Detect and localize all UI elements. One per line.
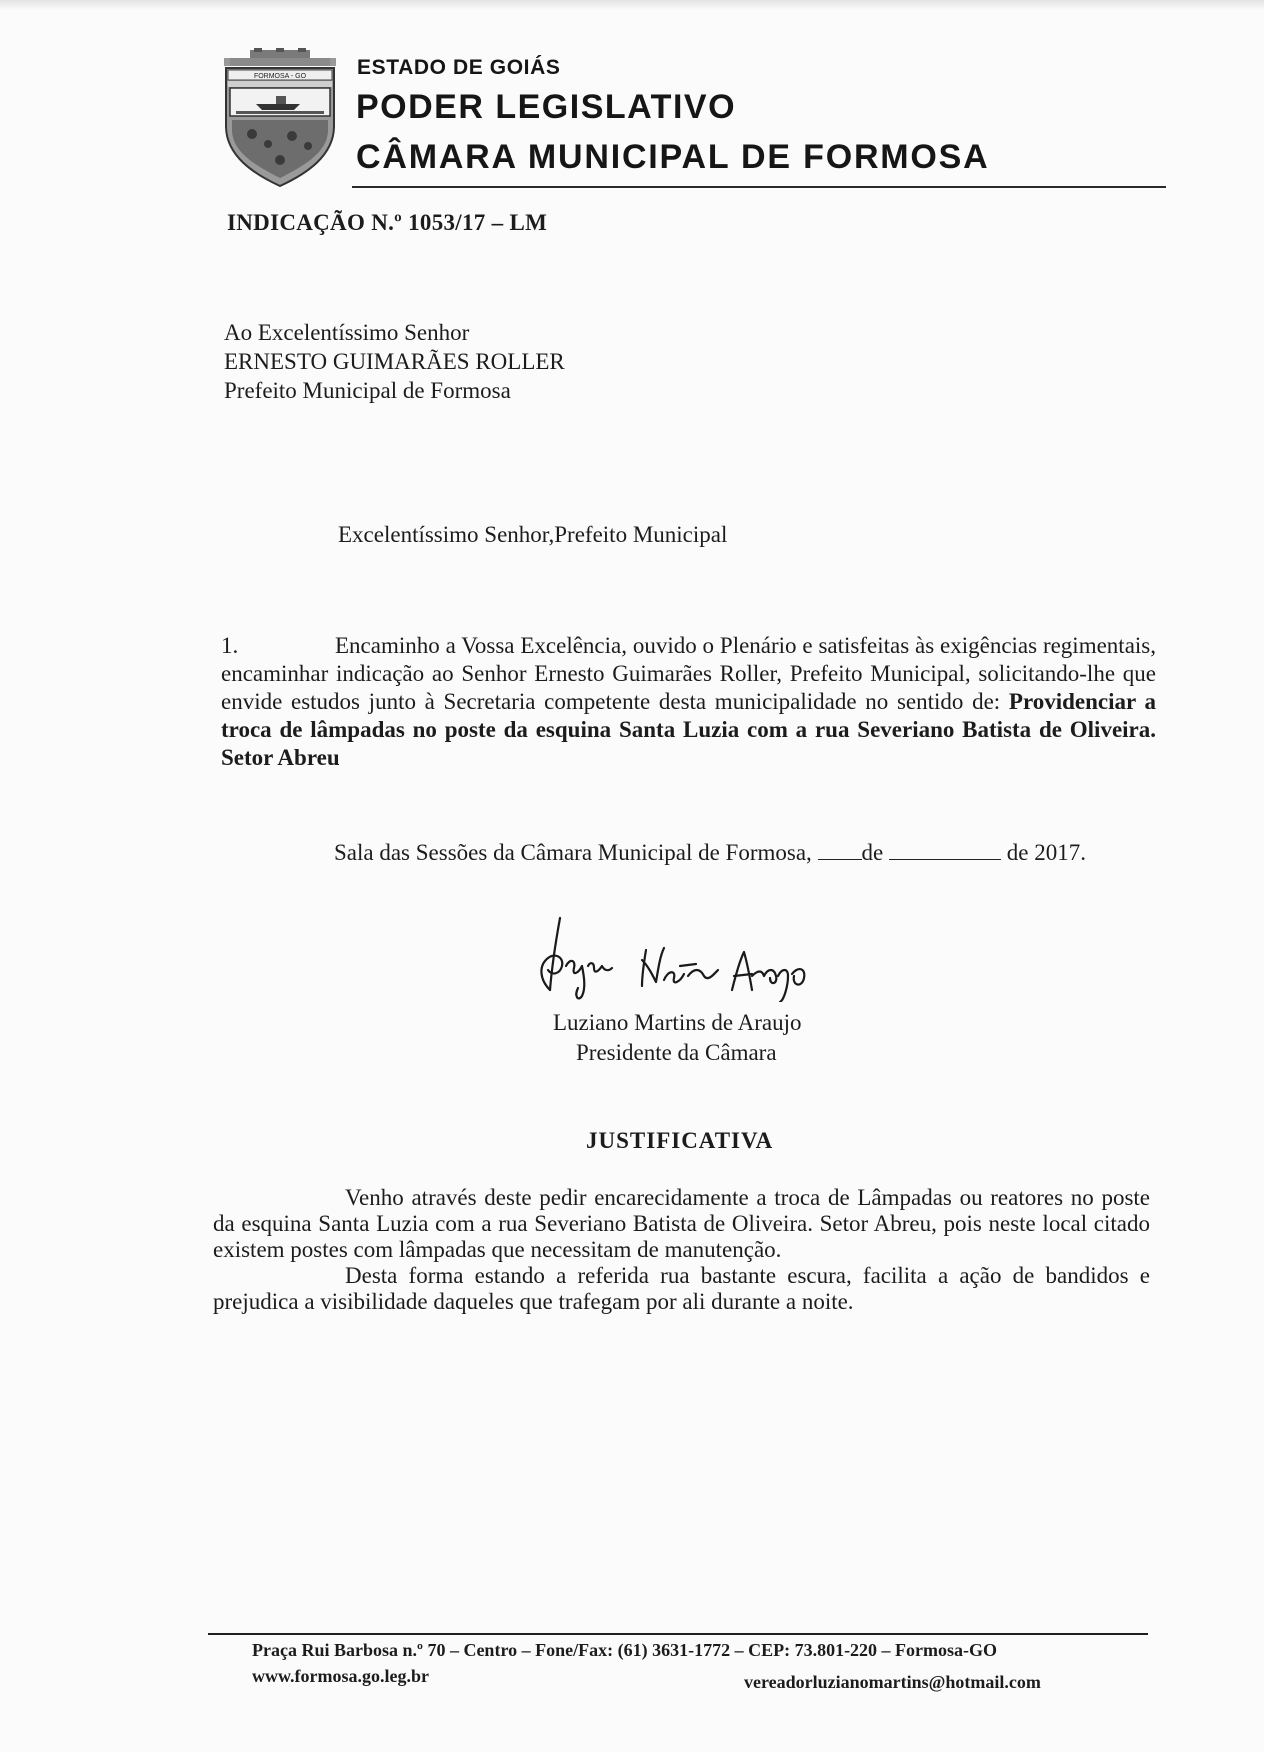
footer-email: vereadorluzianomartins@hotmail.com (744, 1672, 1041, 1692)
addressee-title: Prefeito Municipal de Formosa (224, 378, 511, 403)
signer-role: Presidente da Câmara (576, 1040, 777, 1065)
header-divider (352, 186, 1166, 188)
footer-address: Praça Rui Barbosa n.º 70 – Centro – Fone/Fax: (61) 3631-1772 – CEP: 73.801-220 – Formosa-GO (252, 1640, 998, 1660)
header-chamber: CÂMARA MUNICIPAL DE FORMOSA (356, 138, 990, 176)
signer-name: Luziano Martins de Araujo (553, 1010, 802, 1035)
header-state: ESTADO DE GOIÁS (357, 56, 561, 79)
municipal-crest-icon (222, 48, 338, 188)
justification-paragraph-2: Desta forma estando a referida rua bastante escura, facilita a ação de bandidos e prejudica a visibilidade daqueles que trafegam por ali durante a noite. (213, 1263, 1150, 1314)
paragraph-text: Encaminho a Vossa Excelência, ouvido o Plenário e satisfeitas às exigências regimentais, encaminhar indicação ao Senhor Ernesto Guimarães Roller, Prefeito Municipal, solicitando-lhe que envide estudos junto à Secretaria competente desta municipalidade no sentido de: (221, 633, 1156, 714)
addressee-block (224, 318, 565, 405)
place-date (334, 840, 1086, 866)
justification-paragraph-1: Venho através deste pedir encarecidamente a troca de Lâmpadas ou reatores no poste da esquina Santa Luzia com a rua Severiano Batista de Oliveira. Setor Abreu, pois neste local citado existem postes com lâmpadas que necessitam de manutenção. (213, 1185, 1150, 1262)
place-date-year: de 2017. (1006, 840, 1086, 865)
footer-divider (208, 1633, 1148, 1635)
place-date-de: de (861, 840, 884, 865)
day-blank (818, 841, 862, 860)
justification-title: JUSTIFICATIVA (586, 1128, 774, 1153)
salutation: Excelentíssimo Senhor,Prefeito Municipal (338, 522, 728, 547)
place-date-prefix: Sala das Sessões da Câmara Municipal de Formosa, (334, 840, 812, 865)
paragraph-number: 1. (221, 633, 239, 658)
handwritten-signature (530, 910, 830, 1002)
justification-body (213, 1185, 1150, 1315)
paragraph-request: Providenciar a troca de lâmpadas no poste da esquina Santa Luzia com a rua Severiano Batista de Oliveira. Setor Abreu (221, 689, 1156, 770)
addressee-name: ERNESTO GUIMARÃES ROLLER (224, 349, 565, 374)
indication-paragraph (221, 632, 1156, 772)
document-number: INDICAÇÃO N.º 1053/17 – LM (227, 210, 548, 235)
month-blank (889, 841, 1001, 860)
footer-website: www.formosa.go.leg.br (252, 1666, 429, 1686)
addressee-line1: Ao Excelentíssimo Senhor (224, 320, 470, 345)
scan-edge (0, 0, 1264, 10)
header-power: PODER LEGISLATIVO (356, 88, 737, 126)
crest-label: FORMOSA - GO (253, 73, 307, 80)
